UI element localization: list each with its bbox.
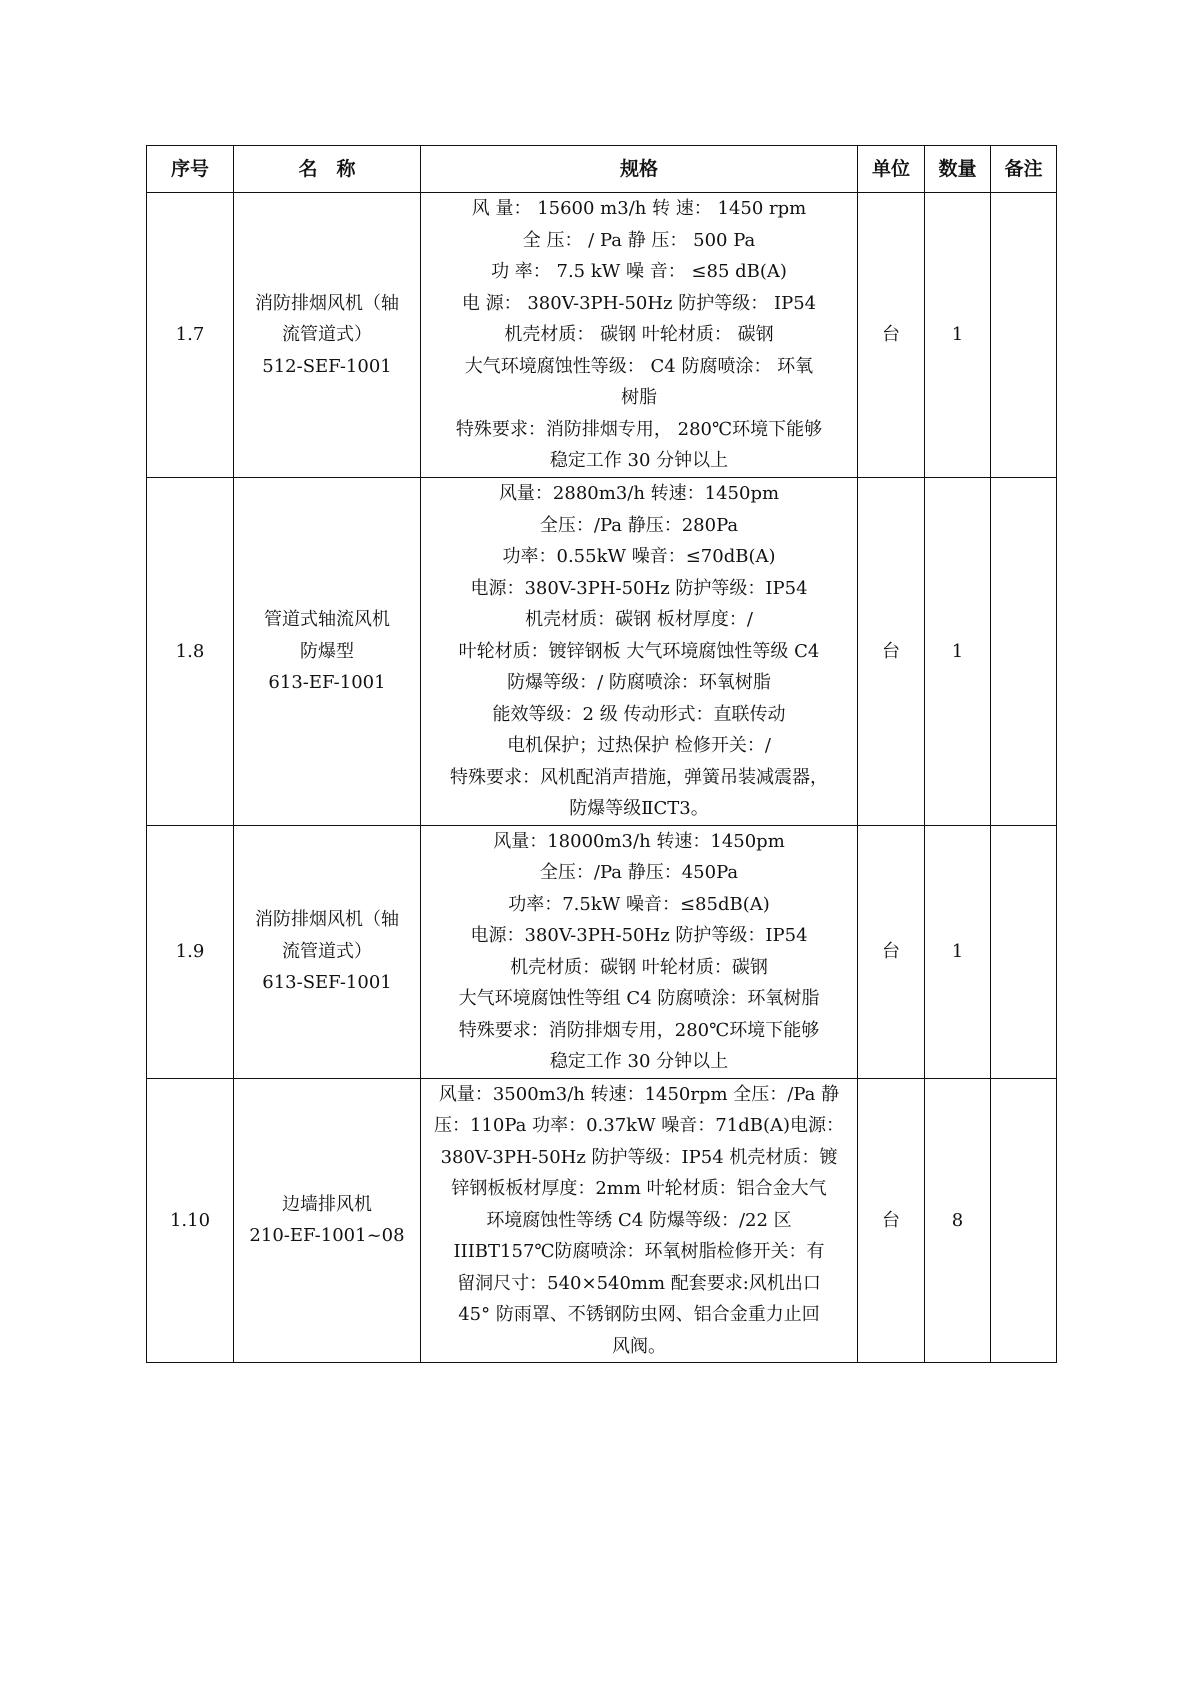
cell-remark — [991, 1078, 1057, 1363]
spec-line: 机壳材质：碳钢 叶轮材质：碳钢 — [510, 956, 768, 978]
cell-spec — [421, 478, 858, 826]
cell-no: 1.10 — [147, 1078, 234, 1363]
spec-line: 风量：2880m3/h 转速：1450pm — [498, 483, 780, 504]
spec-line: 留洞尺寸：540×540mm 配套要求:风机出口 — [457, 1272, 821, 1294]
spec-line: IIIBT157℃防腐喷涂：环氧树脂检修开关：有 — [453, 1241, 825, 1262]
cell-remark — [991, 193, 1057, 478]
cell-qty: 1 — [925, 825, 991, 1078]
spec-line: 全 压： / Pa 静 压： 500 Pa — [522, 229, 756, 251]
spec-line: 机壳材质：碳钢 板材厚度：/ — [525, 609, 753, 630]
spec-line: 电源：380V-3PH-50Hz 防护等级：IP54 — [470, 577, 808, 599]
cell-qty: 1 — [925, 478, 991, 826]
spec-line: 45° 防雨罩、不锈钢防虫网、铝合金重力止回 — [458, 1304, 820, 1325]
spec-line: 电 源： 380V-3PH-50Hz 防护等级： IP54 — [461, 292, 817, 314]
spec-line: 大气环境腐蚀性等级： C4 防腐喷涂： 环氧 — [464, 355, 814, 377]
spec-line: 风阀。 — [612, 1335, 666, 1357]
table-row — [147, 825, 1057, 1078]
spec-line: 锌钢板板材厚度：2mm 叶轮材质：铝合金大气 — [451, 1178, 827, 1199]
table-row — [147, 478, 1057, 826]
name-line: 管道式轴流风机 — [264, 609, 390, 630]
cell-spec — [421, 825, 858, 1078]
table-row — [147, 193, 1057, 478]
cell-unit: 台 — [858, 1078, 925, 1363]
name-line: 210-EF-1001~08 — [249, 1225, 405, 1247]
spec-line: 全压：/Pa 静压：450Pa — [539, 862, 739, 883]
table-header-row — [147, 146, 1057, 193]
cell-no: 1.7 — [147, 193, 234, 478]
spec-line: 叶轮材质：镀锌钢板 大气环境腐蚀性等级 C4 — [458, 640, 820, 662]
cell-spec — [421, 193, 858, 478]
name-line: 消防排烟风机（轴 — [255, 909, 399, 931]
spec-line: 380V-3PH-50Hz 防护等级：IP54 机壳材质：镀 — [440, 1146, 838, 1168]
name-line: 613-EF-1001 — [268, 672, 386, 693]
table-row — [147, 1078, 1057, 1363]
header-qty: 数量 — [925, 146, 991, 193]
header-remark: 备注 — [991, 146, 1057, 193]
header-name: 名 称 — [234, 146, 421, 193]
cell-remark — [991, 825, 1057, 1078]
name-line: 流管道式） — [282, 940, 372, 962]
name-line: 消防排烟风机（轴 — [255, 292, 399, 314]
name-line: 流管道式） — [282, 324, 372, 346]
cell-unit: 台 — [858, 478, 925, 826]
spec-line: 功 率： 7.5 kW 噪 音： ≤85 dB(A) — [491, 261, 787, 283]
equipment-spec-table — [146, 145, 1057, 1363]
cell-unit: 台 — [858, 193, 925, 478]
spec-line: 稳定工作 30 分钟以上 — [549, 450, 729, 472]
spec-line: 压：110Pa 功率：0.37kW 噪音：71dB(A)电源： — [433, 1115, 845, 1136]
spec-line: 功率：7.5kW 噪音：≤85dB(A) — [508, 893, 770, 915]
spec-line: 特殊要求：消防排烟专用， 280℃环境下能够 — [455, 418, 823, 440]
cell-no: 1.9 — [147, 825, 234, 1078]
name-line: 边墙排风机 — [282, 1193, 372, 1215]
cell-unit: 台 — [858, 825, 925, 1078]
spec-line: 风量：18000m3/h 转速：1450pm — [493, 830, 785, 852]
cell-name — [234, 825, 421, 1078]
spec-line: 防爆等级ⅡCT3。 — [569, 798, 709, 819]
cell-qty: 8 — [925, 1078, 991, 1363]
spec-line: 全压：/Pa 静压：280Pa — [539, 514, 739, 536]
spec-line: 电机保护；过热保护 检修开关：/ — [507, 735, 771, 756]
spec-line: 环境腐蚀性等绣 C4 防爆等级：/22 区 — [486, 1209, 792, 1231]
header-no: 序号 — [147, 146, 234, 193]
header-spec: 规格 — [421, 146, 858, 193]
spec-line: 功率：0.55kW 噪音：≤70dB(A) — [502, 546, 776, 567]
spec-line: 树脂 — [621, 387, 657, 409]
spec-line: 稳定工作 30 分钟以上 — [549, 1051, 729, 1072]
cell-name — [234, 478, 421, 826]
cell-spec — [421, 1078, 858, 1363]
spec-line: 电源：380V-3PH-50Hz 防护等级：IP54 — [470, 925, 808, 946]
name-line: 512-SEF-1001 — [262, 355, 392, 377]
cell-name — [234, 1078, 421, 1363]
cell-name — [234, 193, 421, 478]
cell-no: 1.8 — [147, 478, 234, 826]
spec-line: 防爆等级：/ 防腐喷涂：环氧树脂 — [507, 672, 771, 693]
spec-line: 机壳材质： 碳钢 叶轮材质： 碳钢 — [504, 324, 774, 346]
cell-qty: 1 — [925, 193, 991, 478]
name-line: 613-SEF-1001 — [262, 972, 392, 994]
spec-line: 大气环境腐蚀性等组 C4 防腐喷涂：环氧树脂 — [458, 988, 820, 1009]
header-unit: 单位 — [858, 146, 925, 193]
spec-line: 风 量： 15600 m3/h 转 速： 1450 rpm — [471, 198, 807, 220]
spec-line: 能效等级：2 级 传动形式：直联传动 — [492, 703, 786, 725]
spec-line: 特殊要求：消防排烟专用，280℃环境下能够 — [458, 1019, 820, 1041]
cell-remark — [991, 478, 1057, 826]
spec-line: 特殊要求：风机配消声措施，弹簧吊装减震器， — [450, 766, 828, 788]
name-line: 防爆型 — [300, 640, 354, 662]
spec-line: 风量：3500m3/h 转速：1450rpm 全压：/Pa 静 — [438, 1083, 840, 1105]
